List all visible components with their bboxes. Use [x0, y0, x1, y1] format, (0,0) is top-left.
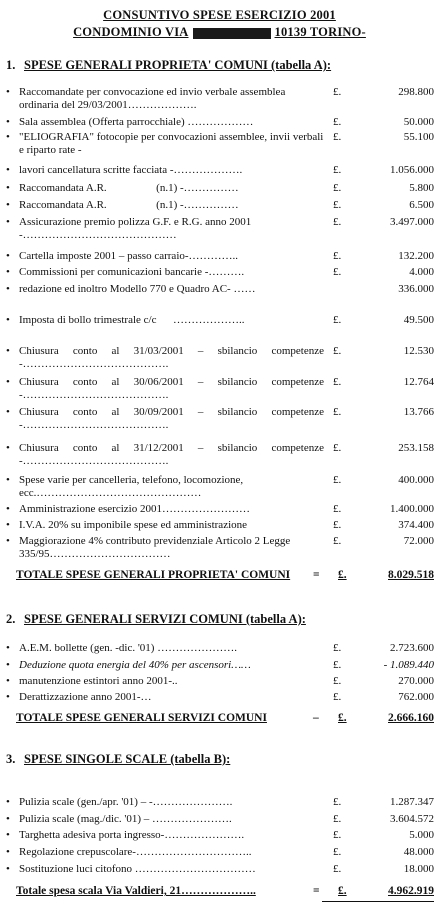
bullet-icon: •: [6, 863, 10, 875]
currency-symbol: £.: [333, 266, 342, 278]
currency-symbol: £.: [333, 199, 342, 211]
item-amount: 253.158: [398, 442, 434, 454]
currency-symbol: £.: [333, 813, 342, 825]
bullet-icon: •: [6, 406, 10, 418]
bullet-icon: •: [6, 86, 10, 98]
item-description: Sostituzione luci citofono ……………………………: [19, 863, 256, 875]
section-3-heading: [6, 752, 230, 767]
item-amount: 6.500: [409, 199, 434, 211]
total-label: TOTALE SPESE GENERALI PROPRIETA' COMUNI: [16, 569, 291, 581]
item-amount: 2.723.600: [390, 642, 434, 654]
total-label: TOTALE SPESE GENERALI SERVIZI COMUNI: [16, 712, 267, 724]
item-amount: 1.056.000: [390, 164, 434, 176]
bullet-icon: •: [6, 442, 10, 454]
currency-symbol: £.: [338, 712, 347, 724]
item-amount: 3.604.572: [390, 813, 434, 825]
total-double-underline: [322, 901, 434, 902]
item-description: Imposta di bollo trimestrale c/c ………………..: [19, 314, 245, 326]
currency-symbol: £.: [333, 691, 342, 703]
bullet-icon: •: [6, 131, 10, 143]
document-title: CONSUNTIVO SPESE ESERCIZIO 2001: [103, 8, 336, 22]
item-description: Sala assemblea (Offerta parrocchiale) ………………: [19, 116, 254, 128]
item-amount: 13.766: [403, 406, 434, 418]
currency-symbol: £.: [333, 675, 342, 687]
bullet-icon: •: [6, 116, 10, 128]
item-amount: 400.000: [398, 474, 434, 486]
currency-symbol: £.: [333, 829, 342, 841]
bullet-icon: •: [6, 846, 10, 858]
currency-symbol: £.: [333, 116, 342, 128]
item-amount: 50.000: [403, 116, 434, 128]
item-amount: 55.100: [403, 131, 434, 143]
bullet-icon: •: [6, 474, 10, 486]
section-number: 2.: [6, 612, 16, 626]
currency-symbol: £.: [333, 519, 342, 531]
item-amount: 18.000: [403, 863, 434, 875]
item-amount: 336.000: [398, 283, 434, 295]
item-description: Raccomandata A.R. (n.1) -……………: [19, 182, 239, 194]
address-suffix: 10139 TORINO-: [274, 25, 366, 39]
currency-symbol: £.: [333, 642, 342, 654]
currency-symbol: £.: [333, 314, 342, 326]
section-number: 1.: [6, 58, 16, 72]
item-amount: 72.000: [403, 535, 434, 547]
bullet-icon: •: [6, 519, 10, 531]
bullet-icon: •: [6, 199, 10, 211]
bullet-icon: •: [6, 283, 10, 295]
total-dash: –: [313, 712, 319, 724]
bullet-icon: •: [6, 659, 10, 671]
item-description: A.E.M. bollette (gen. -dic. '01) ………………….: [19, 642, 237, 654]
bullet-icon: •: [6, 829, 10, 841]
bullet-icon: •: [6, 813, 10, 825]
item-description: Commissioni per comunicazioni bancarie -……….: [19, 266, 245, 278]
item-description: Raccomandate per convocazione ed invio verbale assemblea ordinaria del 29/03/2001……………….: [19, 86, 286, 111]
item-amount: 3.497.000: [390, 216, 434, 228]
bullet-icon: •: [6, 691, 10, 703]
currency-symbol: £.: [333, 659, 342, 671]
total-equals: =: [313, 569, 320, 581]
item-amount: 270.000: [398, 675, 434, 687]
bullet-icon: •: [6, 675, 10, 687]
item-amount: 49.500: [403, 314, 434, 326]
section-title: SPESE GENERALI SERVIZI COMUNI (tabella A):: [24, 612, 306, 626]
currency-symbol: £.: [333, 796, 342, 808]
item-description: Maggiorazione 4% contributo previdenziale Articolo 2 Legge 335/95……………………………: [19, 535, 291, 560]
item-amount: 4.000: [409, 266, 434, 278]
item-description: I.V.A. 20% su imponibile spese ed amministrazione: [19, 519, 248, 531]
item-description: Chiusura conto al 30/09/2001 – sbilancio competenze -………………………………….: [19, 406, 324, 431]
section-title: SPESE SINGOLE SCALE (tabella B):: [24, 752, 231, 766]
currency-symbol: £.: [333, 406, 342, 418]
item-description: Assicurazione premio polizza G.F. e R.G. anno 2001 -……………………………………: [19, 216, 252, 241]
item-amount: 132.200: [398, 250, 434, 262]
item-description: Chiusura conto al 31/12/2001 – sbilancio competenze -………………………………….: [19, 442, 324, 467]
address-prefix: CONDOMINIO VIA: [73, 25, 189, 39]
item-description: Pulizia scale (gen./apr. '01) – -………………….: [19, 796, 233, 808]
bullet-icon: •: [6, 376, 10, 388]
item-description: manutenzione estintori anno 2001-..: [19, 675, 178, 687]
bullet-icon: •: [6, 314, 10, 326]
currency-symbol: £.: [333, 535, 342, 547]
item-amount: 5.000: [409, 829, 434, 841]
item-description: Deduzione quota energia del 40% per ascensori……: [19, 659, 251, 671]
item-amount: - 1.089.440: [383, 659, 434, 671]
item-description: Chiusura conto al 30/06/2001 – sbilancio competenze -………………………………….: [19, 376, 324, 401]
total-amount: 2.666.160: [388, 712, 434, 724]
currency-symbol: £.: [333, 182, 342, 194]
item-description: redazione ed inoltro Modello 770 e Quadro AC- ……: [19, 283, 256, 295]
bullet-icon: •: [6, 642, 10, 654]
item-description: Raccomandata A.R. (n.1) -……………: [19, 199, 239, 211]
item-description: Amministrazione esercizio 2001……………………: [19, 503, 250, 515]
bullet-icon: •: [6, 216, 10, 228]
item-amount: 1.400.000: [390, 503, 434, 515]
currency-symbol: £.: [333, 216, 342, 228]
item-amount: 12.530: [403, 345, 434, 357]
currency-symbol: £.: [333, 503, 342, 515]
total-label: Totale spesa scala Via Valdieri, 21………………..: [16, 885, 256, 897]
redacted-street-name: [193, 28, 271, 39]
currency-symbol: £.: [333, 250, 342, 262]
currency-symbol: £.: [338, 885, 347, 897]
total-amount: 4.962.919: [388, 885, 434, 897]
currency-symbol: £.: [333, 442, 342, 454]
item-amount: 762.000: [398, 691, 434, 703]
item-description: Pulizia scale (mag./dic. '01) – ………………….: [19, 813, 232, 825]
section-1-heading: [6, 58, 331, 73]
item-description: Cartella imposte 2001 – passo carraio-…………..: [19, 250, 239, 262]
item-amount: 374.400: [398, 519, 434, 531]
bullet-icon: •: [6, 250, 10, 262]
currency-symbol: £.: [333, 164, 342, 176]
item-amount: 1.287.347: [390, 796, 434, 808]
bullet-icon: •: [6, 503, 10, 515]
currency-symbol: £.: [333, 376, 342, 388]
item-amount: 12.764: [403, 376, 434, 388]
total-equals: =: [313, 885, 320, 897]
condominium-address: [0, 25, 439, 40]
item-amount: 48.000: [403, 846, 434, 858]
currency-symbol: £.: [333, 345, 342, 357]
item-description: Spese varie per cancelleria, telefono, locomozione, ecc.………………………………………: [19, 474, 244, 499]
currency-symbol: £.: [333, 131, 342, 143]
currency-symbol: £.: [333, 846, 342, 858]
currency-symbol: £.: [333, 474, 342, 486]
item-description: Chiusura conto al 31/03/2001 – sbilancio competenze -………………………………….: [19, 345, 324, 370]
bullet-icon: •: [6, 796, 10, 808]
bullet-icon: •: [6, 164, 10, 176]
section-2-heading: [6, 612, 306, 627]
currency-symbol: £.: [333, 86, 342, 98]
item-amount: 5.800: [409, 182, 434, 194]
section-title: SPESE GENERALI PROPRIETA' COMUNI (tabella A):: [24, 58, 332, 72]
bullet-icon: •: [6, 535, 10, 547]
bullet-icon: •: [6, 345, 10, 357]
total-amount: 8.029.518: [388, 569, 434, 581]
item-description: Regolazione crepuscolare-…………………………..: [19, 846, 252, 858]
bullet-icon: •: [6, 182, 10, 194]
bullet-icon: •: [6, 266, 10, 278]
item-description: Derattizzazione anno 2001-…: [19, 691, 152, 703]
section-number: 3.: [6, 752, 16, 766]
item-description: Targhetta adesiva porta ingresso-………………….: [19, 829, 245, 841]
item-description: lavori cancellatura scritte facciata -……………….: [19, 164, 243, 176]
currency-symbol: £.: [333, 863, 342, 875]
item-description: "ELIOGRAFIA" fotocopie per convocazioni assemblee, invii verbali e riparto rate -: [19, 131, 324, 156]
currency-symbol: £.: [338, 569, 347, 581]
item-amount: 298.800: [398, 86, 434, 98]
